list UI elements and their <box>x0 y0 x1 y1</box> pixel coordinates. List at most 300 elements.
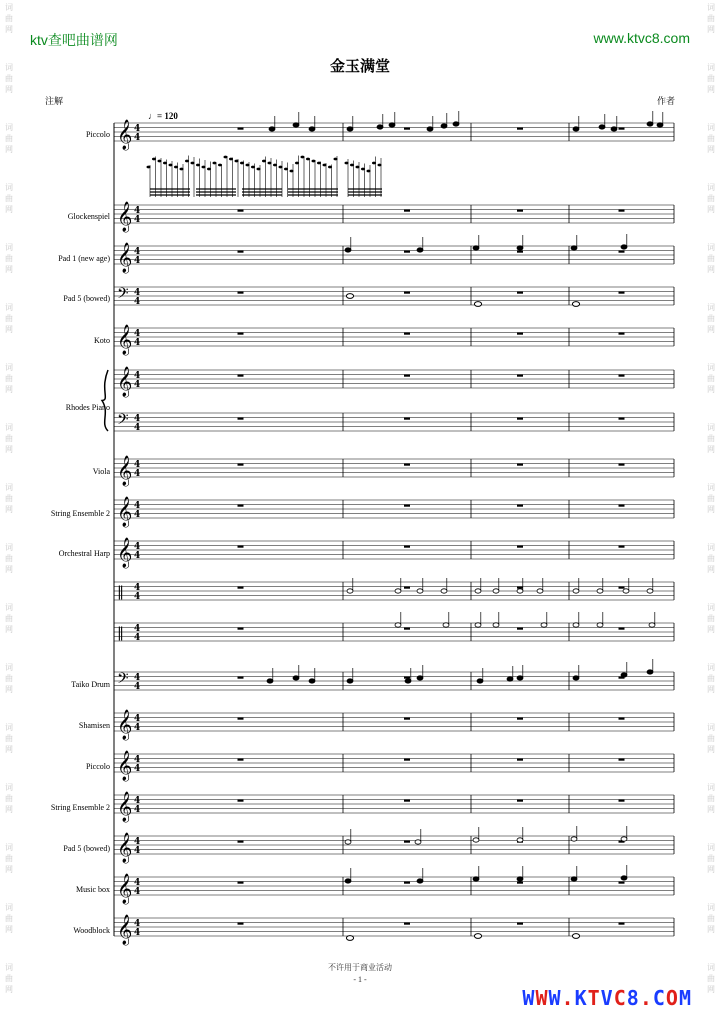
watermark-side-text: 词 曲 网 <box>707 123 715 154</box>
pad-note <box>571 246 577 250</box>
page-number: - 1 - <box>353 975 367 984</box>
pad-note <box>473 246 479 250</box>
watermark-side-text: 词 曲 网 <box>5 3 13 34</box>
watermark-letter: C <box>613 986 627 1010</box>
whole-rest <box>404 587 410 589</box>
watermark-letter: M <box>678 986 692 1010</box>
whole-rest <box>517 251 523 253</box>
watermark-side-text: 词 曲 网 <box>707 843 715 874</box>
watermark-letter: C <box>652 986 666 1010</box>
taiko-note <box>417 676 423 680</box>
time-signature-bottom: 4 <box>134 133 141 143</box>
pad-bowed-note <box>621 837 627 841</box>
music-box-note <box>417 879 423 883</box>
watermark-letter: T <box>587 986 601 1010</box>
staff-label-pad-new-age: Pad 1 (new age) <box>58 254 110 263</box>
piccolo-note <box>573 127 579 131</box>
time-signature-top: 4 <box>134 414 141 424</box>
harp-note <box>493 589 499 593</box>
watermark-side-text: 词 曲 网 <box>707 363 715 394</box>
whole-rest <box>238 251 244 253</box>
whole-rest <box>404 464 410 466</box>
harp-note <box>475 589 481 593</box>
watermark-side-text: 词 曲 网 <box>707 663 715 694</box>
whole-note <box>346 936 353 941</box>
time-signature-top: 4 <box>134 714 141 724</box>
time-signature-bottom: 4 <box>134 215 141 225</box>
whole-rest <box>404 251 410 253</box>
piccolo-note <box>347 127 353 131</box>
harp-bass-note <box>573 623 579 627</box>
time-signature-bottom: 4 <box>134 338 141 348</box>
time-signature-top: 4 <box>134 460 141 470</box>
taiko-note <box>267 679 273 683</box>
glockenspiel-note <box>262 160 266 163</box>
whole-rest <box>517 628 523 630</box>
whole-rest <box>238 882 244 884</box>
piccolo-note <box>377 125 383 129</box>
glockenspiel-note <box>185 160 189 163</box>
time-signature-bottom: 4 <box>134 423 141 433</box>
whole-rest <box>238 418 244 420</box>
harp-bass-note <box>541 623 547 627</box>
time-signature-top: 4 <box>134 542 141 552</box>
glockenspiel-note <box>251 166 255 169</box>
glockenspiel-note <box>345 162 349 165</box>
clef-symbol: 𝄞 <box>117 915 133 945</box>
clef-symbol: 𝄞 <box>117 367 133 397</box>
piccolo-note <box>269 127 275 131</box>
watermark-side-text: 词 曲 网 <box>707 243 715 274</box>
watermark-side-text: 词 曲 网 <box>5 723 13 754</box>
whole-rest <box>404 800 410 802</box>
pad-bowed-note <box>415 840 421 844</box>
watermark-side-text: 词 曲 网 <box>707 63 715 94</box>
whole-rest <box>404 677 410 679</box>
time-signature-bottom: 4 <box>134 592 141 602</box>
time-signature-bottom: 4 <box>134 682 141 692</box>
whole-rest <box>238 464 244 466</box>
glockenspiel-note <box>317 162 321 165</box>
watermark-letter: V <box>600 986 614 1010</box>
whole-rest <box>238 628 244 630</box>
time-signature-bottom: 4 <box>134 764 141 774</box>
site-url-right[interactable]: www.ktvc8.com <box>593 30 690 46</box>
glockenspiel-note <box>246 164 250 167</box>
score-title: 金玉满堂 <box>329 57 390 75</box>
whole-note <box>572 934 579 939</box>
whole-rest <box>517 718 523 720</box>
piccolo-note <box>599 125 605 129</box>
whole-rest <box>517 333 523 335</box>
glockenspiel-note <box>191 162 195 165</box>
watermark-letter: K <box>574 986 588 1010</box>
watermark-side-text: 词 曲 网 <box>5 963 13 994</box>
clef-symbol: 𝄞 <box>117 538 133 568</box>
time-signature-bottom: 4 <box>134 510 141 520</box>
whole-rest <box>619 418 625 420</box>
whole-rest <box>404 333 410 335</box>
watermark-side-text: 词 曲 网 <box>5 603 13 634</box>
piccolo-note <box>427 127 433 131</box>
whole-rest <box>404 882 410 884</box>
whole-rest <box>619 882 625 884</box>
whole-rest <box>619 464 625 466</box>
piccolo-note <box>657 123 663 127</box>
clef-symbol: 𝄞 <box>117 874 133 904</box>
clef-symbol: ‖ <box>117 584 124 600</box>
whole-rest <box>238 292 244 294</box>
whole-rest <box>404 718 410 720</box>
glockenspiel-note <box>158 160 162 163</box>
watermark-side-text: 词 曲 网 <box>5 663 13 694</box>
watermark-side-text: 词 曲 网 <box>5 843 13 874</box>
watermark-side-text: 词 曲 网 <box>707 603 715 634</box>
clef-symbol: 𝄞 <box>117 833 133 863</box>
clef-symbol: 𝄞 <box>117 456 133 486</box>
staff-label-string-ensemble: String Ensemble 2 <box>50 509 110 518</box>
watermark-side-text: 词 曲 网 <box>707 423 715 454</box>
whole-rest <box>619 718 625 720</box>
pad-bowed-note <box>473 838 479 842</box>
taiko-note <box>573 676 579 680</box>
harp-note <box>517 589 523 593</box>
whole-rest <box>238 923 244 925</box>
whole-rest <box>404 210 410 212</box>
watermark-letter: W <box>535 986 549 1010</box>
clef-symbol: 𝄞 <box>117 710 133 740</box>
whole-rest <box>517 800 523 802</box>
harp-note <box>441 589 447 593</box>
clef-symbol: 𝄞 <box>117 243 133 273</box>
glockenspiel-note <box>180 168 184 171</box>
watermark-letter: 8 <box>626 986 640 1010</box>
watermark-left-column <box>2 0 16 1035</box>
watermark-letter: W <box>548 986 562 1010</box>
whole-rest <box>238 677 244 679</box>
time-signature-bottom: 4 <box>134 380 141 390</box>
clef-symbol: 𝄢 <box>117 411 129 432</box>
staff-label-pad-bowed-2: Pad 5 (bowed) <box>63 844 110 853</box>
music-box-note <box>517 877 523 881</box>
glockenspiel-note <box>257 168 261 171</box>
whole-rest <box>619 628 625 630</box>
whole-rest <box>404 128 410 130</box>
whole-rest <box>517 375 523 377</box>
whole-rest <box>238 505 244 507</box>
glockenspiel-note <box>235 160 239 163</box>
glockenspiel-note <box>229 158 233 161</box>
watermark-side-text: 词 曲 网 <box>707 723 715 754</box>
watermark-side-text: 词 曲 网 <box>707 3 715 34</box>
time-signature-top: 4 <box>134 329 141 339</box>
clef-symbol: 𝄞 <box>117 751 133 781</box>
watermark-side-text: 词 曲 网 <box>707 303 715 334</box>
composer-label: 作者 <box>656 96 675 106</box>
clef-symbol: 𝄞 <box>117 497 133 527</box>
taiko-note <box>293 676 299 680</box>
whole-rest <box>619 759 625 761</box>
time-signature-bottom: 4 <box>134 633 141 643</box>
time-signature-top: 4 <box>134 837 141 847</box>
harp-note <box>395 589 401 593</box>
harp-bass-note <box>649 623 655 627</box>
harp-note <box>537 589 543 593</box>
whole-rest <box>404 841 410 843</box>
taiko-note <box>405 679 411 683</box>
whole-rest <box>238 333 244 335</box>
glockenspiel-note <box>323 164 327 167</box>
glockenspiel-note <box>218 164 222 167</box>
clef-symbol: 𝄞 <box>117 325 133 355</box>
piccolo-note <box>611 127 617 131</box>
harp-note <box>623 589 629 593</box>
whole-rest <box>517 128 523 130</box>
whole-rest <box>404 505 410 507</box>
whole-rest <box>404 923 410 925</box>
whole-rest <box>517 210 523 212</box>
whole-rest <box>619 546 625 548</box>
pad-note <box>345 248 351 252</box>
taiko-note <box>517 676 523 680</box>
time-signature-top: 4 <box>134 755 141 765</box>
whole-rest <box>238 210 244 212</box>
pad-note <box>517 246 523 250</box>
pad-bowed-note <box>345 840 351 844</box>
watermark-side-text: 词 曲 网 <box>5 243 13 274</box>
glockenspiel-note <box>290 170 294 173</box>
whole-rest <box>517 923 523 925</box>
clef-symbol: 𝄢 <box>117 285 129 306</box>
whole-rest <box>517 587 523 589</box>
taiko-note <box>477 679 483 683</box>
taiko-note <box>647 670 653 674</box>
whole-rest <box>619 923 625 925</box>
whole-rest <box>238 375 244 377</box>
harp-bass-note <box>395 623 401 627</box>
piano-brace <box>102 370 108 431</box>
glockenspiel-note <box>306 158 310 161</box>
watermark-letter: O <box>665 986 679 1010</box>
staff-label-orchestral-harp: Orchestral Harp <box>58 549 110 558</box>
time-signature-bottom: 4 <box>134 928 141 938</box>
time-signature-top: 4 <box>134 673 141 683</box>
whole-note <box>474 302 481 307</box>
time-signature-top: 4 <box>134 124 141 134</box>
glockenspiel-note <box>169 164 173 167</box>
whole-rest <box>404 375 410 377</box>
music-box-note <box>345 879 351 883</box>
whole-rest <box>404 628 410 630</box>
staff-label-piccolo: Piccolo <box>86 130 110 139</box>
piccolo-note <box>293 123 299 127</box>
whole-rest <box>238 841 244 843</box>
harp-bass-note <box>475 623 481 627</box>
whole-rest <box>404 546 410 548</box>
watermark-bottom-url <box>522 986 692 1010</box>
time-signature-top: 4 <box>134 796 141 806</box>
whole-rest <box>238 587 244 589</box>
time-signature-top: 4 <box>134 919 141 929</box>
staff-label-music-box: Music box <box>76 885 110 894</box>
watermark-letter: . <box>561 986 575 1010</box>
clef-symbol: 𝄢 <box>117 670 129 691</box>
clef-symbol: 𝄞 <box>117 120 133 150</box>
watermark-side-text: 词 曲 网 <box>5 363 13 394</box>
whole-rest <box>238 128 244 130</box>
footer-notice: 不许用于商业活动 <box>328 963 392 972</box>
staff-label-string-ensemble-2: String Ensemble 2 <box>50 803 110 812</box>
glockenspiel-note <box>312 160 316 163</box>
watermark-side-text: 词 曲 网 <box>5 783 13 814</box>
glockenspiel-note <box>240 162 244 165</box>
whole-rest <box>619 800 625 802</box>
time-signature-top: 4 <box>134 501 141 511</box>
piccolo-note <box>647 122 653 126</box>
glockenspiel-note <box>378 164 382 167</box>
time-signature-top: 4 <box>134 624 141 634</box>
clef-symbol: 𝄞 <box>117 202 133 232</box>
music-box-note <box>571 877 577 881</box>
whole-rest <box>517 759 523 761</box>
whole-rest <box>517 882 523 884</box>
watermark-side-text: 词 曲 网 <box>5 123 13 154</box>
whole-rest <box>404 759 410 761</box>
watermark-side-text: 词 曲 网 <box>5 183 13 214</box>
staff-label-pad-bowed: Pad 5 (bowed) <box>63 294 110 303</box>
music-box-note <box>621 876 627 880</box>
glockenspiel-note <box>268 162 272 165</box>
watermark-side-text: 词 曲 网 <box>707 543 715 574</box>
piccolo-note <box>441 124 447 128</box>
watermark-side-text: 词 曲 网 <box>5 903 13 934</box>
time-signature-bottom: 4 <box>134 723 141 733</box>
glockenspiel-note <box>295 162 299 165</box>
staff-label-piccolo-2: Piccolo <box>86 762 110 771</box>
glockenspiel-note <box>328 166 332 169</box>
staff-label-shamisen: Shamisen <box>78 721 110 730</box>
tempo-marking: ♩= 120 <box>148 111 178 121</box>
glockenspiel-note <box>196 164 200 167</box>
time-signature-top: 4 <box>134 878 141 888</box>
whole-note <box>572 302 579 307</box>
whole-note <box>346 294 353 299</box>
whole-rest <box>619 128 625 130</box>
glockenspiel-note <box>301 156 305 159</box>
whole-rest <box>517 464 523 466</box>
time-signature-top: 4 <box>134 288 141 298</box>
glockenspiel-note <box>224 156 228 159</box>
staff-label-glockenspiel: Glockenspiel <box>67 212 110 221</box>
site-name-left[interactable]: ktv查吧曲谱网 <box>30 32 118 48</box>
harp-note <box>573 589 579 593</box>
time-signature-bottom: 4 <box>134 256 141 266</box>
whole-rest <box>619 375 625 377</box>
watermark-side-text: 词 曲 网 <box>707 783 715 814</box>
clef-symbol: ‖ <box>117 625 124 641</box>
glockenspiel-note <box>279 166 283 169</box>
time-signature-bottom: 4 <box>134 297 141 307</box>
harp-bass-note <box>443 623 449 627</box>
taiko-note <box>621 673 627 677</box>
whole-rest <box>517 418 523 420</box>
harp-note <box>597 589 603 593</box>
glockenspiel-note <box>147 166 151 169</box>
glockenspiel-note <box>213 162 217 165</box>
staff-label-koto: Koto <box>94 336 110 345</box>
glockenspiel-note <box>202 166 206 169</box>
glockenspiel-note <box>273 164 277 167</box>
whole-rest <box>619 333 625 335</box>
whole-rest <box>517 292 523 294</box>
staff-label-viola: Viola <box>92 467 110 476</box>
lyricist-label: 注解 <box>45 96 64 106</box>
watermark-side-text: 词 曲 网 <box>5 483 13 514</box>
staff-label-rhodes-piano: Rhodes Piano <box>65 403 110 412</box>
glockenspiel-note <box>372 162 376 165</box>
pad-note <box>621 245 627 249</box>
whole-rest <box>517 546 523 548</box>
watermark-side-text: 词 曲 网 <box>5 63 13 94</box>
watermark-right-column <box>704 0 718 1035</box>
pad-note <box>417 248 423 252</box>
taiko-note <box>507 677 513 681</box>
whole-rest <box>238 800 244 802</box>
watermark-side-text: 词 曲 网 <box>5 543 13 574</box>
watermark-side-text: 词 曲 网 <box>5 303 13 334</box>
whole-rest <box>619 251 625 253</box>
glockenspiel-note <box>284 168 288 171</box>
watermark-side-text: 词 曲 网 <box>707 183 715 214</box>
watermark-letter: W <box>522 986 536 1010</box>
harp-note <box>647 589 653 593</box>
taiko-note <box>347 679 353 683</box>
time-signature-bottom: 4 <box>134 805 141 815</box>
time-signature-bottom: 4 <box>134 846 141 856</box>
glockenspiel-note <box>152 158 156 161</box>
whole-note <box>474 934 481 939</box>
whole-rest <box>404 292 410 294</box>
time-signature-top: 4 <box>134 583 141 593</box>
time-signature-top: 4 <box>134 371 141 381</box>
glockenspiel-note <box>207 168 211 171</box>
whole-rest <box>619 587 625 589</box>
piccolo-note <box>389 123 395 127</box>
music-box-note <box>473 877 479 881</box>
harp-note <box>417 589 423 593</box>
time-signature-top: 4 <box>134 206 141 216</box>
staff-label-woodblock: Woodblock <box>73 926 110 935</box>
time-signature-bottom: 4 <box>134 551 141 561</box>
glockenspiel-note <box>367 170 371 173</box>
harp-bass-note <box>493 623 499 627</box>
whole-rest <box>238 759 244 761</box>
glockenspiel-note <box>356 166 360 169</box>
piccolo-note <box>453 122 459 126</box>
harp-note <box>347 589 353 593</box>
whole-rest <box>404 418 410 420</box>
glockenspiel-note <box>334 158 338 161</box>
glockenspiel-note <box>163 162 167 165</box>
whole-rest <box>619 210 625 212</box>
watermark-side-text: 词 曲 网 <box>707 483 715 514</box>
watermark-side-text: 词 曲 网 <box>5 423 13 454</box>
time-signature-top: 4 <box>134 247 141 257</box>
whole-rest <box>238 718 244 720</box>
piccolo-note <box>309 127 315 131</box>
clef-symbol: 𝄞 <box>117 792 133 822</box>
glockenspiel-note <box>174 166 178 169</box>
